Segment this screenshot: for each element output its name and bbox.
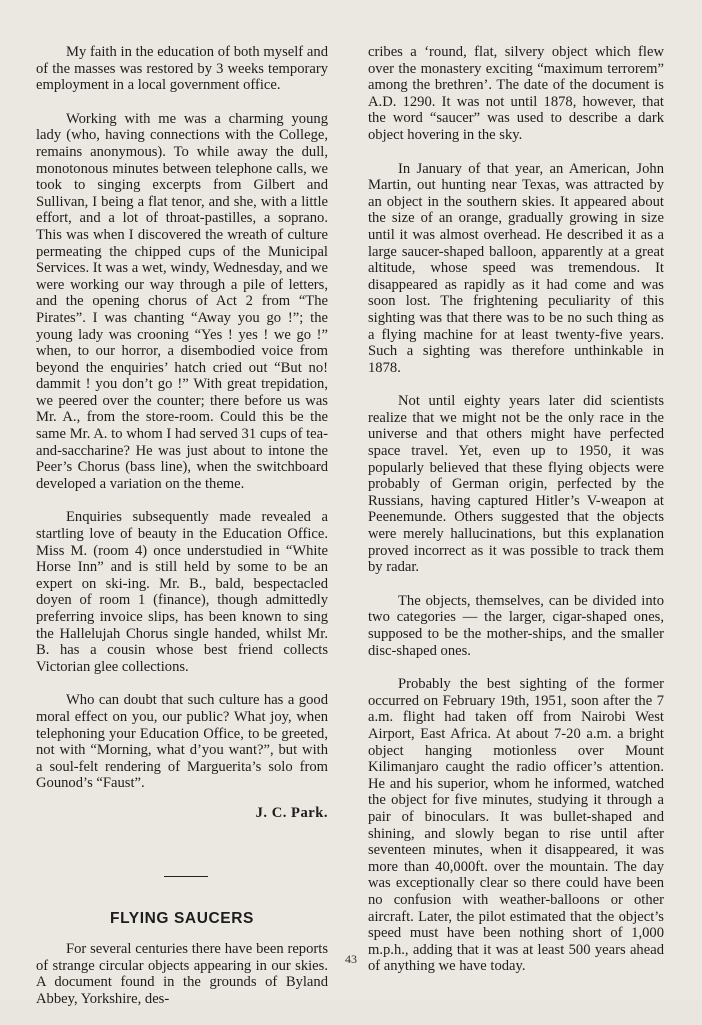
- left-paragraph-1: My faith in the education of both myself and of the masses was restored by 3 weeks temporary employment in a local government office.: [36, 44, 328, 94]
- author-signature: J. C. Park.: [255, 804, 328, 821]
- right-continuation: cribes a ‘round, flat, silvery object which flew over the monastery exciting “maximum terrorem” among the brethren’. The date of the document is A.D. 1290. It was not until 1878, however, that the word “saucer” was used to describe a dark object hovering in the sky.: [368, 44, 664, 143]
- right-paragraph-2: Not until eighty years later did scientists realize that we might not be the only race in the universe and that others might have perfected space travel. Yet, even up to 1950, it was popularly believed that these flying objects were probably of German origin, perfected by the Russians, having captured Hitler’s V-weapon at Peenemunde. Others suggested that the objects were merely hallucinations, but this explanation proved incorrect as it was possible to track them by radar.: [368, 393, 664, 576]
- right-paragraph-1: In January of that year, an American, John Martin, out hunting near Texas, was attracted by an object in the southern skies. It appeared about the size of an orange, gradually growing in size until it was almost overhead. He described it as a large saucer-shaped balloon, apparently at a great altitude, whose speed was tremendous. It disappeared as rapidly as it had come and was soon lost. The frightening peculiarity of this sighting was that there was to be no such thing as a flying machine for at least twenty-five years. Such a sighting was therefore unthinkable in 1878.: [368, 160, 664, 376]
- left-column: [36, 44, 328, 1025]
- right-paragraph-4: Probably the best sighting of the former occurred on February 19th, 1951, soon after the 7 a.m. flight had taken off from Nairobi West Airport, East Africa. At about 7-20 a.m. a bright object hanging motionless over Mount Kilimanjaro caught the radio officer’s attention. He and his superior, whom he informed, watched the object for five minutes, studying it through a pair of binoculars. It was bullet-shaped and shining, and slowly began to rise until after seventeen minutes, when it disappeared, it was more than 40,000ft. over the mountain. The day was exceptionally clear so there could have been no confusion with weather-balloons or other aircraft. Later, the pilot estimated that the object’s speed must have been nothing short of 1,000 m.p.h., adding that it was at least 500 years ahead of anything we have today.: [368, 676, 664, 975]
- section-title: FLYING SAUCERS: [110, 909, 254, 927]
- left-paragraph-2: Working with me was a charming young lady (who, having connections with the College, remains anonymous). To while away the dull, monotonous minutes between telephone calls, we took to singing excerpts from Gilbert and Sullivan, I being a flat tenor, and she, with a little effort, and a lot of throat-pastilles, a soprano. This was when I discovered the wreath of culture permeating the chipped cups of the Municipal Services. It was a wet, windy, Wednesday, and we were working our way through a pile of letters, and the opening chorus of Act 2 from “The Pirates”. I was chanting “Away you go !”; the young lady was crooning “Yes ! yes ! we go !” when, to our horror, a disembodied voice from beyond the enquiries’ hatch cried out “But no! dammit ! you don’t go !” With great trepidation, we peered over the counter; there before us was Mr. A., from the store-room. Could this be the same Mr. A. to whom I had served 31 cups of tea-and-saccharine? He was just about to intone the Peer’s Chorus (bass line), when the switchboard developed a variation on the theme.: [36, 110, 328, 492]
- section-paragraph-1: For several centuries there have been reports of strange circular objects appearing in our skies. A document found in the grounds of Byland Abbey, Yorkshire, des-: [36, 941, 328, 1007]
- page-number: 43: [345, 952, 357, 966]
- left-paragraph-3: Enquiries subsequently made revealed a startling love of beauty in the Education Office. Miss M. (room 4) once understudied in “White Horse Inn” and is still held by some to be an expert on ski-ing. Mr. B., bald, bespectacled doyen of room 1 (finance), though admittedly preferring invoice slips, has been known to sing the Hallelujah Chorus single handed, whilst Mr. B. has a cousin whose best friend collects Victorian glee collections.: [36, 509, 328, 675]
- right-column: [368, 44, 664, 992]
- section-divider: [164, 876, 208, 877]
- right-paragraph-3: The objects, themselves, can be divided into two categories — the larger, cigar-shaped ones, supposed to be the mother-ships, and the smaller disc-shaped ones.: [368, 592, 664, 659]
- left-paragraph-4: Who can doubt that such culture has a good moral effect on you, our public? What joy, when telephoning your Education Office, to be greeted, not with “Morning, what d’you want?”, but with a soul-felt rendering of Marguerita’s solo from Gounod’s “Faust”.: [36, 692, 328, 792]
